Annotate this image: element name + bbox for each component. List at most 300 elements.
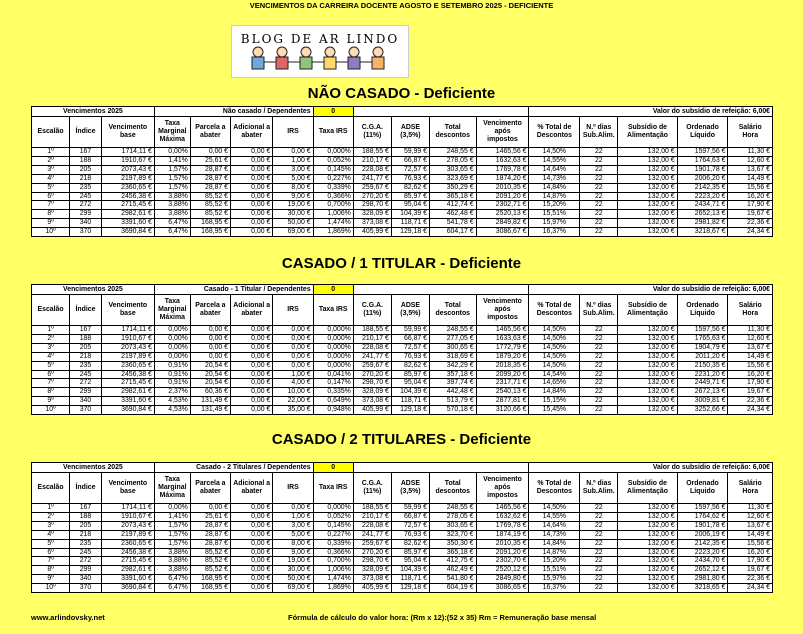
table-row xyxy=(32,174,773,183)
table-cell: 14,64% xyxy=(529,165,580,174)
table-cell: 1874,20 € xyxy=(476,174,529,183)
dependents-value: 0 xyxy=(313,285,353,295)
table-cell: 340 xyxy=(70,397,102,406)
table-cell: 342,29 € xyxy=(429,361,476,370)
table-cell: 2142,35 € xyxy=(677,183,728,192)
table-row xyxy=(32,584,773,593)
table-cell: 22 xyxy=(580,539,618,548)
table-cell: 1,57% xyxy=(154,530,190,539)
table-cell: 5,00 € xyxy=(273,530,313,539)
table-cell: 205 xyxy=(70,343,102,352)
table-cell: 259,67 € xyxy=(353,539,391,548)
table-cell: 2456,38 € xyxy=(101,548,154,557)
table-cell: 277,05 € xyxy=(429,334,476,343)
table-cell: 541,78 € xyxy=(429,219,476,228)
table-cell: 0,00 € xyxy=(231,210,273,219)
table-cell: 22 xyxy=(580,584,618,593)
table-cell: 278,05 € xyxy=(429,512,476,521)
table-cell: 132,00 € xyxy=(618,219,677,228)
table-cell: 298,70 € xyxy=(353,557,391,566)
table-cell: 0,00 € xyxy=(273,148,313,157)
table-cell: 132,00 € xyxy=(618,228,677,237)
table-cell: 129,18 € xyxy=(391,228,429,237)
table-cell: 15,15% xyxy=(529,397,580,406)
table-cell: 8,00 € xyxy=(273,539,313,548)
table-row xyxy=(32,379,773,388)
column-header: Índice xyxy=(70,295,102,326)
table-cell: 22 xyxy=(580,192,618,201)
table-row xyxy=(32,201,773,210)
table-cell: 2197,89 € xyxy=(101,530,154,539)
column-header: % Total de Descontos xyxy=(529,473,580,504)
table-cell: 248,55 € xyxy=(429,326,476,335)
table-cell: 69,00 € xyxy=(273,584,313,593)
table-cell: 1,474% xyxy=(313,219,353,228)
table-cell: 235 xyxy=(70,539,102,548)
table-cell: 299 xyxy=(70,388,102,397)
table-cell: 0,00 € xyxy=(190,148,230,157)
table-cell: 3391,60 € xyxy=(101,397,154,406)
table-cell: 0,00 € xyxy=(231,174,273,183)
table-cell: 10,00 € xyxy=(273,388,313,397)
column-header: Escalão xyxy=(32,117,70,148)
column-header: Parcela a abater xyxy=(190,473,230,504)
table-cell: 0,00 € xyxy=(190,352,230,361)
table-cell: 28,87 € xyxy=(190,165,230,174)
column-header: C.G.A. (11%) xyxy=(353,295,391,326)
table-cell: 2010,35 € xyxy=(476,539,529,548)
table-cell: 11,30 € xyxy=(728,148,773,157)
column-header: Salário Hora xyxy=(728,295,773,326)
table-cell: 24,34 € xyxy=(728,584,773,593)
table-cell: 1597,56 € xyxy=(677,148,728,157)
table-cell: 4º xyxy=(32,174,70,183)
table-row xyxy=(32,165,773,174)
table-cell: 5,00 € xyxy=(273,174,313,183)
table-cell: 14,50% xyxy=(529,326,580,335)
table-cell: 0,00 € xyxy=(231,334,273,343)
table-cell: 9º xyxy=(32,397,70,406)
column-header: Escalão xyxy=(32,295,70,326)
table-cell: 85,52 € xyxy=(190,566,230,575)
column-header: Escalão xyxy=(32,473,70,504)
table-cell: 132,00 € xyxy=(618,148,677,157)
table-cell: 2,37% xyxy=(154,388,190,397)
table-cell: 14,84% xyxy=(529,183,580,192)
table-cell: 24,34 € xyxy=(728,228,773,237)
table-cell: 228,08 € xyxy=(353,343,391,352)
table-cell: 82,62 € xyxy=(391,361,429,370)
table-cell: 22 xyxy=(580,557,618,566)
table-cell: 2317,71 € xyxy=(476,379,529,388)
table-cell: 132,00 € xyxy=(618,584,677,593)
table-cell: 2652,12 € xyxy=(677,566,728,575)
table-cell: 66,87 € xyxy=(391,334,429,343)
table-cell: 2302,70 € xyxy=(476,557,529,566)
table-cell: 299 xyxy=(70,210,102,219)
table-cell: 0,00 € xyxy=(231,504,273,513)
table-cell: 8º xyxy=(32,388,70,397)
column-header: Taxa IRS xyxy=(313,473,353,504)
table-cell: 2540,13 € xyxy=(476,388,529,397)
table-cell: 15,20% xyxy=(529,201,580,210)
table-cell: 0,00 € xyxy=(273,504,313,513)
table-cell: 1764,63 € xyxy=(677,156,728,165)
table-cell: 9º xyxy=(32,219,70,228)
table-cell: 3120,66 € xyxy=(476,406,529,415)
table-cell: 1,00 € xyxy=(273,156,313,165)
table-cell: 132,00 € xyxy=(618,575,677,584)
table-cell: 5º xyxy=(32,539,70,548)
table-cell: 2360,65 € xyxy=(101,539,154,548)
table-cell: 2091,20 € xyxy=(476,548,529,557)
table-cell: 22 xyxy=(580,174,618,183)
table-cell: 340 xyxy=(70,219,102,228)
table-cell: 28,87 € xyxy=(190,183,230,192)
table-cell: 1764,62 € xyxy=(677,512,728,521)
table-cell: 3391,60 € xyxy=(101,219,154,228)
table-cell: 132,00 € xyxy=(618,174,677,183)
table-cell: 14,73% xyxy=(529,174,580,183)
table-cell: 3086,67 € xyxy=(476,228,529,237)
table-row xyxy=(32,530,773,539)
column-header: Subsídio de Alimentação xyxy=(618,117,677,148)
column-header: Total descontos xyxy=(429,473,476,504)
table-cell: 2434,70 € xyxy=(677,557,728,566)
table-cell: 0,339% xyxy=(313,539,353,548)
column-header: % Total de Descontos xyxy=(529,117,580,148)
table-cell: 0,00% xyxy=(154,326,190,335)
table-cell: 1632,62 € xyxy=(476,512,529,521)
table-cell: 1º xyxy=(32,504,70,513)
table-cell: 2099,20 € xyxy=(476,370,529,379)
blog-logo xyxy=(231,25,409,78)
table-cell: 15,97% xyxy=(529,575,580,584)
table-cell: 210,17 € xyxy=(353,512,391,521)
table-cell: 2073,43 € xyxy=(101,521,154,530)
table-cell: 16,20 € xyxy=(728,370,773,379)
table-cell: 11,30 € xyxy=(728,326,773,335)
table-cell: 6,47% xyxy=(154,219,190,228)
table-cell: 1910,67 € xyxy=(101,156,154,165)
table-cell: 2018,35 € xyxy=(476,361,529,370)
table-cell: 3,88% xyxy=(154,548,190,557)
table-cell: 20,54 € xyxy=(190,370,230,379)
table-cell: 373,08 € xyxy=(353,397,391,406)
table-cell: 2223,20 € xyxy=(677,192,728,201)
table-cell: 14,84% xyxy=(529,539,580,548)
table-cell: 132,00 € xyxy=(618,361,677,370)
table-cell: 2715,45 € xyxy=(101,557,154,566)
table-cell: 9º xyxy=(32,575,70,584)
table-cell: 4º xyxy=(32,530,70,539)
table-cell: 2073,43 € xyxy=(101,165,154,174)
table-cell: 412,75 € xyxy=(429,557,476,566)
table-cell: 0,00% xyxy=(154,343,190,352)
table-cell: 205 xyxy=(70,165,102,174)
table-cell: 0,00 € xyxy=(231,343,273,352)
table-cell: 28,87 € xyxy=(190,539,230,548)
table-cell: 1,57% xyxy=(154,539,190,548)
table-cell: 15,51% xyxy=(529,210,580,219)
table-cell: 1714,11 € xyxy=(101,504,154,513)
table-cell: 10º xyxy=(32,584,70,593)
table-cell: 245 xyxy=(70,370,102,379)
table-cell: 328,09 € xyxy=(353,566,391,575)
table-cell: 2073,43 € xyxy=(101,343,154,352)
table-cell: 132,00 € xyxy=(618,343,677,352)
table-cell: 167 xyxy=(70,326,102,335)
column-header: C.G.A. (11%) xyxy=(353,117,391,148)
table-cell: 20,54 € xyxy=(190,361,230,370)
table-row xyxy=(32,183,773,192)
table-cell: 0,00 € xyxy=(190,334,230,343)
table-cell: 28,87 € xyxy=(190,174,230,183)
table-cell: 15,45% xyxy=(529,406,580,415)
column-header: Total descontos xyxy=(429,295,476,326)
table-cell: 218 xyxy=(70,174,102,183)
column-header: N.º dias Sub.Alim. xyxy=(580,295,618,326)
table-cell: 397,74 € xyxy=(429,379,476,388)
salary-table xyxy=(31,284,773,415)
table-cell: 131,49 € xyxy=(190,406,230,415)
table-cell: 462,48 € xyxy=(429,210,476,219)
table-cell: 188 xyxy=(70,512,102,521)
table-cell: 299 xyxy=(70,566,102,575)
table-cell: 0,00 € xyxy=(231,165,273,174)
table-cell: 0,00 € xyxy=(231,148,273,157)
column-header: Índice xyxy=(70,473,102,504)
table-cell: 188,55 € xyxy=(353,326,391,335)
table-cell: 14,50% xyxy=(529,504,580,513)
table-cell: 370 xyxy=(70,406,102,415)
table-cell: 0,00 € xyxy=(190,343,230,352)
table-cell: 76,93 € xyxy=(391,352,429,361)
table-cell: 14,50% xyxy=(529,334,580,343)
table-cell: 300,65 € xyxy=(429,343,476,352)
table-cell: 0,000% xyxy=(313,343,353,352)
table-cell: 22 xyxy=(580,521,618,530)
dependents-label: Casado - 1 Titular / Dependentes xyxy=(154,285,313,295)
table-cell: 270,20 € xyxy=(353,192,391,201)
table-cell: 303,65 € xyxy=(429,165,476,174)
table-cell: 129,18 € xyxy=(391,406,429,415)
table-cell: 0,00 € xyxy=(273,326,313,335)
table-cell: 0,00 € xyxy=(190,326,230,335)
table-cell: 3,88% xyxy=(154,192,190,201)
table-cell: 22 xyxy=(580,530,618,539)
table-cell: 4,53% xyxy=(154,406,190,415)
table-cell: 1714,11 € xyxy=(101,148,154,157)
table-cell: 9,00 € xyxy=(273,548,313,557)
table-cell: 1465,56 € xyxy=(476,148,529,157)
table-cell: 7º xyxy=(32,201,70,210)
column-header: Parcela a abater xyxy=(190,117,230,148)
table-cell: 15,56 € xyxy=(728,539,773,548)
table-cell: 7º xyxy=(32,557,70,566)
table-cell: 132,00 € xyxy=(618,530,677,539)
table-cell: 19,00 € xyxy=(273,201,313,210)
column-header: IRS xyxy=(273,295,313,326)
table-cell: 2º xyxy=(32,334,70,343)
table-cell: 570,18 € xyxy=(429,406,476,415)
table-cell: 22 xyxy=(580,361,618,370)
table-cell: 235 xyxy=(70,361,102,370)
table-cell: 2456,38 € xyxy=(101,370,154,379)
column-header: Vencimento base xyxy=(101,117,154,148)
table-cell: 10º xyxy=(32,228,70,237)
table-cell: 1,00 € xyxy=(273,370,313,379)
table-cell: 2231,20 € xyxy=(677,370,728,379)
table-cell: 2º xyxy=(32,156,70,165)
column-header: ADSE (3,5%) xyxy=(391,295,429,326)
column-header: Salário Hora xyxy=(728,473,773,504)
table-cell: 14,64% xyxy=(529,521,580,530)
table-cell: 0,366% xyxy=(313,548,353,557)
table-cell: 22 xyxy=(580,165,618,174)
table-cell: 12,60 € xyxy=(728,512,773,521)
table-cell: 0,948% xyxy=(313,406,353,415)
table-cell: 15,97% xyxy=(529,219,580,228)
table-cell: 118,71 € xyxy=(391,397,429,406)
column-header: ADSE (3,5%) xyxy=(391,473,429,504)
table-cell: 1904,79 € xyxy=(677,343,728,352)
table-cell: 373,08 € xyxy=(353,219,391,228)
table-cell: 3391,60 € xyxy=(101,575,154,584)
table-cell: 118,71 € xyxy=(391,219,429,228)
table-cell: 104,39 € xyxy=(391,566,429,575)
table-cell: 28,87 € xyxy=(190,521,230,530)
table-cell: 0,00% xyxy=(154,334,190,343)
footer-formula: Fórmula de cálculo do valor hora: (Rm x 12):(52 x 35) Rm = Remuneração base mensal xyxy=(288,613,597,622)
table-cell: 14,55% xyxy=(529,156,580,165)
table-cell: 24,34 € xyxy=(728,406,773,415)
table-cell: 22,36 € xyxy=(728,575,773,584)
table-cell: 15,20% xyxy=(529,557,580,566)
table-cell: 1,869% xyxy=(313,228,353,237)
table-cell: 298,70 € xyxy=(353,201,391,210)
table-cell: 0,00 € xyxy=(231,156,273,165)
table-cell: 132,00 € xyxy=(618,165,677,174)
table-cell: 3690,84 € xyxy=(101,584,154,593)
salary-table xyxy=(31,106,773,237)
table-cell: 0,00 € xyxy=(231,379,273,388)
table-cell: 350,30 € xyxy=(429,539,476,548)
table-cell: 132,00 € xyxy=(618,379,677,388)
table-cell: 22 xyxy=(580,548,618,557)
table-cell: 218 xyxy=(70,530,102,539)
table-cell: 228,08 € xyxy=(353,521,391,530)
table-cell: 22 xyxy=(580,379,618,388)
table-cell: 1597,56 € xyxy=(677,504,728,513)
table-cell: 0,00 € xyxy=(231,183,273,192)
column-header: Índice xyxy=(70,117,102,148)
table-cell: 22 xyxy=(580,388,618,397)
table-cell: 132,00 € xyxy=(618,370,677,379)
table-cell: 22 xyxy=(580,566,618,575)
table-cell: 0,052% xyxy=(313,512,353,521)
table-cell: 2360,65 € xyxy=(101,361,154,370)
table-cell: 59,99 € xyxy=(391,504,429,513)
table-cell: 405,99 € xyxy=(353,406,391,415)
table-cell: 14,49 € xyxy=(728,352,773,361)
table-cell: 59,99 € xyxy=(391,326,429,335)
table-cell: 270,20 € xyxy=(353,370,391,379)
table-cell: 22 xyxy=(580,148,618,157)
table-cell: 85,52 € xyxy=(190,192,230,201)
table-cell: 1,57% xyxy=(154,183,190,192)
table-cell: 15,51% xyxy=(529,566,580,575)
table-cell: 6,47% xyxy=(154,575,190,584)
table-cell: 0,052% xyxy=(313,156,353,165)
table-cell: 0,700% xyxy=(313,557,353,566)
table-cell: 66,87 € xyxy=(391,156,429,165)
table-cell: 132,00 € xyxy=(618,406,677,415)
table-cell: 132,00 € xyxy=(618,201,677,210)
table-row xyxy=(32,352,773,361)
table-cell: 1º xyxy=(32,148,70,157)
table-cell: 66,87 € xyxy=(391,512,429,521)
table-cell: 14,50% xyxy=(529,361,580,370)
section-title-nao-casado: NÃO CASADO - Deficiente xyxy=(307,85,496,102)
table-cell: 85,97 € xyxy=(391,370,429,379)
table-cell: 513,79 € xyxy=(429,397,476,406)
table-cell: 7º xyxy=(32,379,70,388)
table-cell: 1633,63 € xyxy=(476,334,529,343)
table-cell: 132,00 € xyxy=(618,210,677,219)
column-header: Ordenado Líquido xyxy=(677,473,728,504)
table-cell: 323,69 € xyxy=(429,174,476,183)
table-cell: 0,00 € xyxy=(231,530,273,539)
table-cell: 0,00 € xyxy=(231,397,273,406)
table-cell: 3,88% xyxy=(154,566,190,575)
table-cell: 0,00 € xyxy=(231,352,273,361)
table-cell: 132,00 € xyxy=(618,156,677,165)
table-cell: 0,00 € xyxy=(231,370,273,379)
table-cell: 3,88% xyxy=(154,201,190,210)
table-cell: 19,67 € xyxy=(728,388,773,397)
table-cell: 2849,82 € xyxy=(476,219,529,228)
table-cell: 5º xyxy=(32,361,70,370)
column-header: Salário Hora xyxy=(728,117,773,148)
table-cell: 235 xyxy=(70,183,102,192)
table-cell: 241,77 € xyxy=(353,352,391,361)
table-cell: 72,57 € xyxy=(391,343,429,352)
table-cell: 0,000% xyxy=(313,334,353,343)
table-cell: 405,99 € xyxy=(353,584,391,593)
table-cell: 6,47% xyxy=(154,584,190,593)
table-cell: 22 xyxy=(580,370,618,379)
table-cell: 17,90 € xyxy=(728,557,773,566)
table-cell: 13,67 € xyxy=(728,165,773,174)
subsidy-label: Valor do subsídio de refeição: 6,00€ xyxy=(529,463,773,473)
table-cell: 272 xyxy=(70,557,102,566)
table-cell: 0,00 € xyxy=(231,584,273,593)
table-cell: 85,97 € xyxy=(391,192,429,201)
table-cell: 14,73% xyxy=(529,530,580,539)
table-cell: 85,97 € xyxy=(391,548,429,557)
table-cell: 30,00 € xyxy=(273,566,313,575)
table-cell: 2715,45 € xyxy=(101,379,154,388)
table-cell: 22 xyxy=(580,219,618,228)
table-cell: 272 xyxy=(70,201,102,210)
table-cell: 3690,84 € xyxy=(101,228,154,237)
table-cell: 22,36 € xyxy=(728,397,773,406)
table-cell: 72,57 € xyxy=(391,165,429,174)
blank-cell xyxy=(353,285,529,295)
table-cell: 3086,65 € xyxy=(476,584,529,593)
table-cell: 14,54% xyxy=(529,370,580,379)
